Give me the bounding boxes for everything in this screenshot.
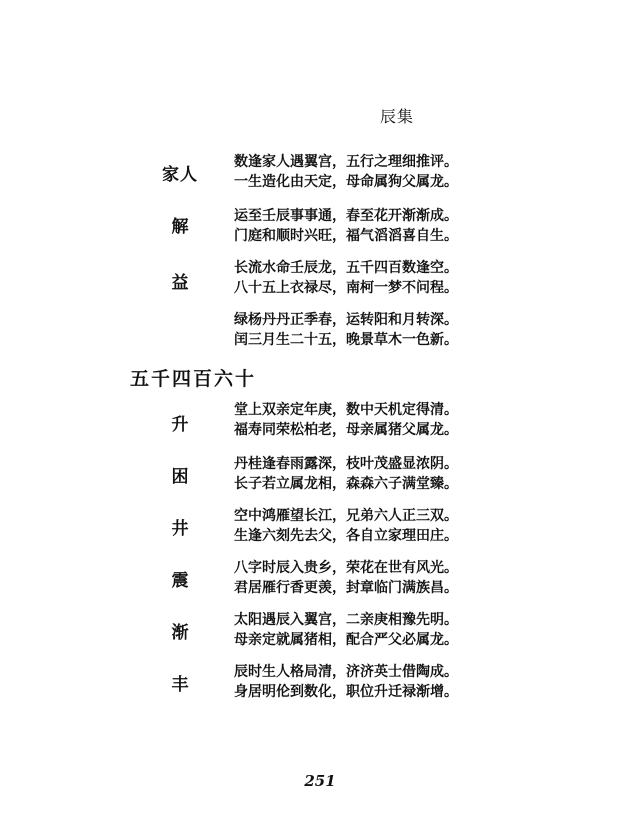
verse-line: 八十五上衣禄尽，南柯一梦不问程。 — [234, 280, 458, 296]
verse-block — [234, 454, 458, 494]
verse-line: 君居雁行香更羡，封章临门满族昌。 — [234, 580, 458, 596]
verse-line: 身居明伦到数化，职位升迁禄渐增。 — [234, 684, 458, 700]
hexagram-label-feng: 丰 — [171, 675, 189, 695]
verse-block — [234, 662, 458, 702]
section-title: 五千四百六十 — [130, 368, 257, 390]
verse-line: 母亲定就属猪相，配合严父必属龙。 — [234, 632, 458, 648]
hexagram-label-jian: 渐 — [171, 623, 189, 643]
hexagram-label-kun: 困 — [171, 467, 189, 487]
verse-line: 绿杨丹丹正季春，运转阳和月转深。 — [234, 312, 458, 328]
verse-line: 辰时生人格局清，济济英士借陶成。 — [234, 664, 458, 680]
verse-block — [234, 610, 458, 650]
hexagram-label-sheng: 升 — [171, 415, 189, 435]
verse-line: 长子若立属龙相，森森六子满堂臻。 — [234, 476, 458, 492]
verse-block — [234, 558, 458, 598]
verse-line: 一生造化由天定，母命属狗父属龙。 — [234, 174, 458, 190]
verse-line: 八字时辰入贵乡，荣花在世有风光。 — [234, 560, 458, 576]
verse-block — [234, 206, 458, 246]
verse-block — [234, 258, 458, 298]
verse-block — [234, 506, 458, 546]
verse-block — [234, 152, 458, 192]
verse-line: 丹桂逢春雨露深，枝叶茂盛显浓阴。 — [234, 456, 458, 472]
running-head: 辰集 — [380, 107, 415, 126]
verse-line: 生逢六刻先去父，各自立家理田庄。 — [234, 528, 458, 544]
verse-line: 门庭和顺时兴旺，福气滔滔喜自生。 — [234, 228, 458, 244]
verse-line: 空中鸿雁望长江，兄弟六人正三双。 — [234, 508, 458, 524]
verse-line: 堂上双亲定年庚，数中天机定得清。 — [234, 402, 458, 418]
verse-line: 长流水命壬辰龙，五千四百数逢空。 — [234, 260, 458, 276]
verse-block — [234, 310, 458, 350]
verse-line: 闰三月生二十五，晚景草木一色新。 — [234, 332, 458, 348]
hexagram-label-jing: 井 — [171, 519, 189, 539]
verse-line: 太阳遇辰入翼宫，二亲庚相豫先明。 — [234, 612, 458, 628]
page-number: 251 — [304, 772, 336, 790]
verse-line: 运至壬辰事事通，春至花开渐渐成。 — [234, 208, 458, 224]
hexagram-label-zhen: 震 — [171, 571, 189, 591]
verse-line: 数逢家人遇翼宫，五行之理细推评。 — [234, 154, 458, 170]
hexagram-label-jiaren: 家人 — [162, 165, 198, 185]
hexagram-label-yi: 益 — [171, 273, 189, 293]
verse-block — [234, 400, 458, 440]
hexagram-label-jie: 解 — [171, 217, 189, 237]
verse-line: 福寿同荣松柏老，母亲属猪父属龙。 — [234, 422, 458, 438]
